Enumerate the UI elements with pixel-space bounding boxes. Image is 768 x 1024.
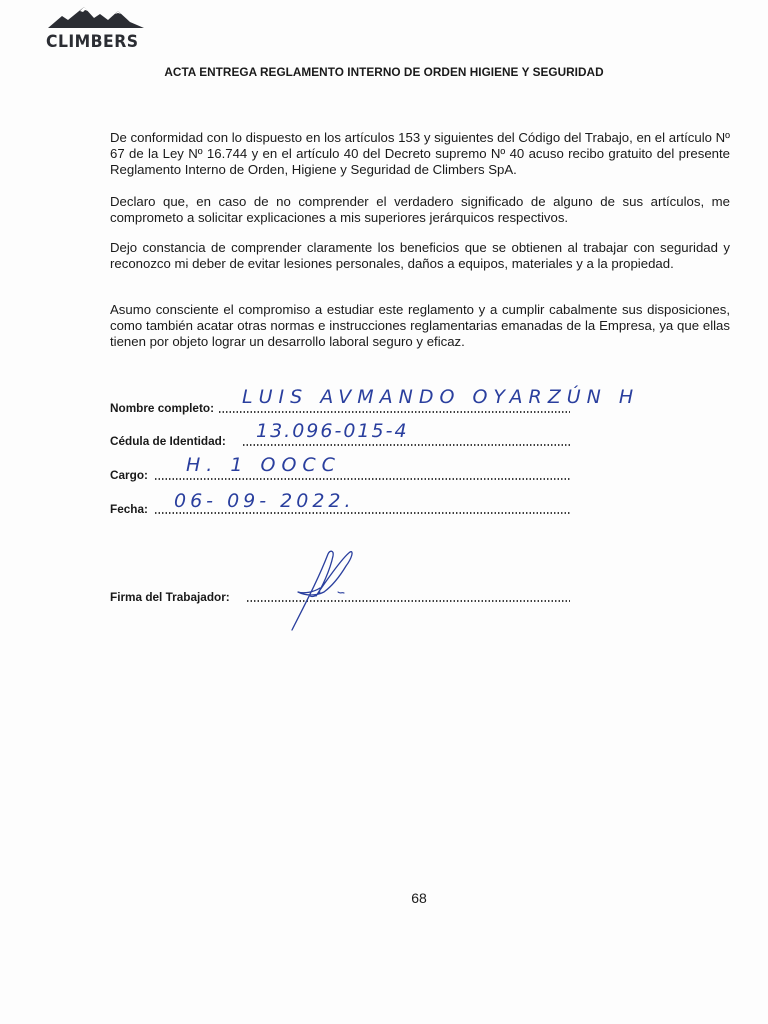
handwritten-nombre: LUIS AVMANDO OYARZÚN H: [242, 386, 640, 408]
paragraph-1: De conformidad con lo dispuesto en los artículos 153 y siguientes del Código del Trabajo, en el artículo Nº 67 de la Ley Nº 16.744 y en el artículo 40 del Decreto supremo Nº 40 acuso recibo gratuito del presente Reglamento Interno de Orden, Higiene y Seguridad de Climbers SpA.: [110, 130, 730, 177]
climbers-logo: [46, 6, 146, 52]
paragraph-3: Dejo constancia de comprender claramente los beneficios que se obtienen al trabajar con seguridad y reconozco mi deber de evitar lesiones personales, daños a equipos, materiales y a la propiedad.: [110, 240, 730, 271]
document-title: ACTA ENTREGA REGLAMENTO INTERNO DE ORDEN HIGIENE Y SEGURIDAD: [164, 65, 604, 79]
handwritten-cargo: H. 1 OOCC: [186, 454, 341, 476]
dotted-line-nombre: [218, 411, 570, 413]
dotted-line-cedula: [242, 444, 570, 446]
logo-wordmark: CLIMBERS: [46, 32, 139, 52]
field-label-nombre: Nombre completo:: [110, 401, 214, 415]
dotted-line-cargo: [154, 478, 570, 480]
signature-icon: [284, 548, 364, 632]
page-number: 68: [411, 890, 427, 906]
field-label-firma: Firma del Trabajador:: [110, 590, 230, 604]
handwritten-fecha: 06- 09- 2022.: [174, 490, 355, 512]
paragraph-4: Asumo consciente el compromiso a estudiar este reglamento y a cumplir cabalmente sus disposiciones, como también acatar otras normas e instrucciones reglamentarias emanadas de la Empresa, ya que ellas tienen por objeto lograr un desarrollo laboral seguro y eficaz.: [110, 302, 730, 349]
handwritten-cedula: 13.096-015-4: [256, 420, 409, 442]
field-label-cargo: Cargo:: [110, 468, 148, 482]
field-label-cedula: Cédula de Identidad:: [110, 434, 226, 448]
dotted-line-fecha: [154, 512, 570, 514]
mountain-icon: [48, 6, 144, 30]
paragraph-2: Declaro que, en caso de no comprender el verdadero significado de alguno de sus artículos, me comprometo a solicitar explicaciones a mis superiores jerárquicos respectivos.: [110, 194, 730, 225]
field-label-fecha: Fecha:: [110, 502, 148, 516]
